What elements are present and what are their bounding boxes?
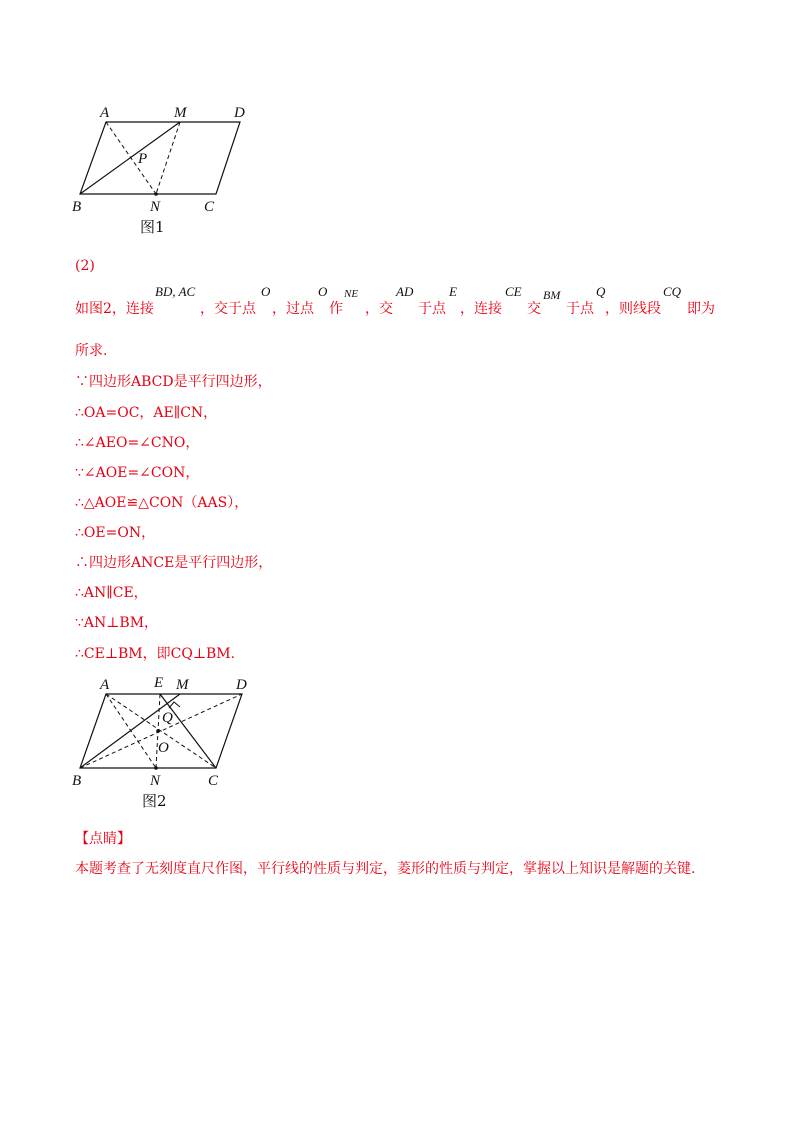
proof-line: ∴△AOE≌△CON（AAS），: [75, 495, 249, 511]
segment-bm: [80, 694, 180, 768]
proof-line: ∴OA=OC，AE∥CN，: [75, 405, 218, 421]
label-n: N: [150, 199, 161, 215]
figure-2: [70, 672, 270, 812]
proof-line: ∴AN∥CE，: [75, 585, 148, 601]
construction-math-9: Q: [596, 284, 606, 299]
construction-text-5: ，交: [365, 301, 393, 317]
label-m: M: [176, 677, 189, 693]
segment-an-dashed: [106, 694, 156, 768]
figure-2-caption: 图2: [142, 792, 167, 810]
construction-text-1: 如图2，连接: [75, 301, 154, 317]
construction-text-12: 所求.: [75, 343, 108, 359]
segment-ac-dashed: [106, 694, 216, 768]
label-p: P: [138, 151, 148, 167]
segment-an-dashed: [106, 122, 156, 194]
construction-text-9: 于点: [566, 301, 594, 317]
construction-math-1: BD, AC: [155, 284, 196, 299]
construction-math-7: CE: [505, 284, 522, 299]
construction-math-6: E: [449, 284, 457, 299]
label-b: B: [72, 773, 82, 789]
label-e: E: [154, 675, 164, 691]
construction-text-8: 交: [527, 301, 541, 317]
label-d: D: [234, 105, 245, 121]
label-a: A: [100, 677, 110, 693]
proof-line: ∴CE⊥BM，即CQ⊥BM.: [75, 646, 236, 662]
figure-1-caption: 图1: [140, 218, 165, 236]
proof-line: ∴四边形ANCE是平行四边形，: [75, 555, 273, 571]
comment-text: 本题考查了无刻度直尺作图，平行线的性质与判定，菱形的性质与判定，掌握以上知识是解题的关键.: [75, 861, 696, 877]
construction-math-5: AD: [396, 284, 414, 299]
label-n: N: [150, 773, 161, 789]
label-q: Q: [162, 710, 173, 726]
construction-text-4: 作: [329, 301, 343, 317]
proof-line: ∴∠AEO=∠CNO，: [75, 435, 200, 451]
point-n-dot: [154, 766, 158, 770]
label-o: O: [158, 740, 169, 756]
proof-line: ∵AN⊥BM，: [75, 615, 159, 631]
construction-text-7: ，连接: [460, 301, 502, 317]
label-c: C: [208, 773, 219, 789]
construction-text-3: ，过点: [272, 301, 314, 317]
figure-2-diagram: [70, 672, 270, 792]
construction-math-8: BM: [543, 288, 561, 302]
construction-math-10: CQ: [663, 284, 682, 299]
segment-mn-dashed: [156, 122, 180, 194]
point-n-dot: [154, 192, 158, 196]
construction-text-6: 于点: [418, 301, 446, 317]
construction-math-3: O: [318, 284, 328, 299]
construction-math-4: NE: [344, 288, 359, 300]
construction-math-2: O: [261, 284, 271, 299]
point-o-dot: [156, 729, 160, 733]
construction-text-11: 即为: [687, 301, 715, 317]
proof-line: ∴OE=ON，: [75, 525, 156, 541]
figure-1: [70, 100, 260, 235]
comment-heading: 【点睛】: [75, 831, 131, 847]
proof-line: ∵∠AOE=∠CON，: [75, 465, 200, 481]
figure-1-diagram: [70, 100, 260, 215]
label-m: M: [174, 105, 187, 121]
proof-line: ∵四边形ABCD是平行四边形，: [75, 374, 272, 390]
part-label: (2): [75, 258, 95, 274]
construction-text-10: ，则线段: [605, 301, 661, 317]
label-b: B: [72, 199, 82, 215]
construction-text-2: ，交于点: [200, 301, 256, 317]
label-d: D: [236, 677, 247, 693]
segment-ce: [160, 694, 216, 768]
label-a: A: [100, 105, 110, 121]
label-c: C: [204, 199, 215, 215]
segment-bm: [80, 122, 180, 194]
